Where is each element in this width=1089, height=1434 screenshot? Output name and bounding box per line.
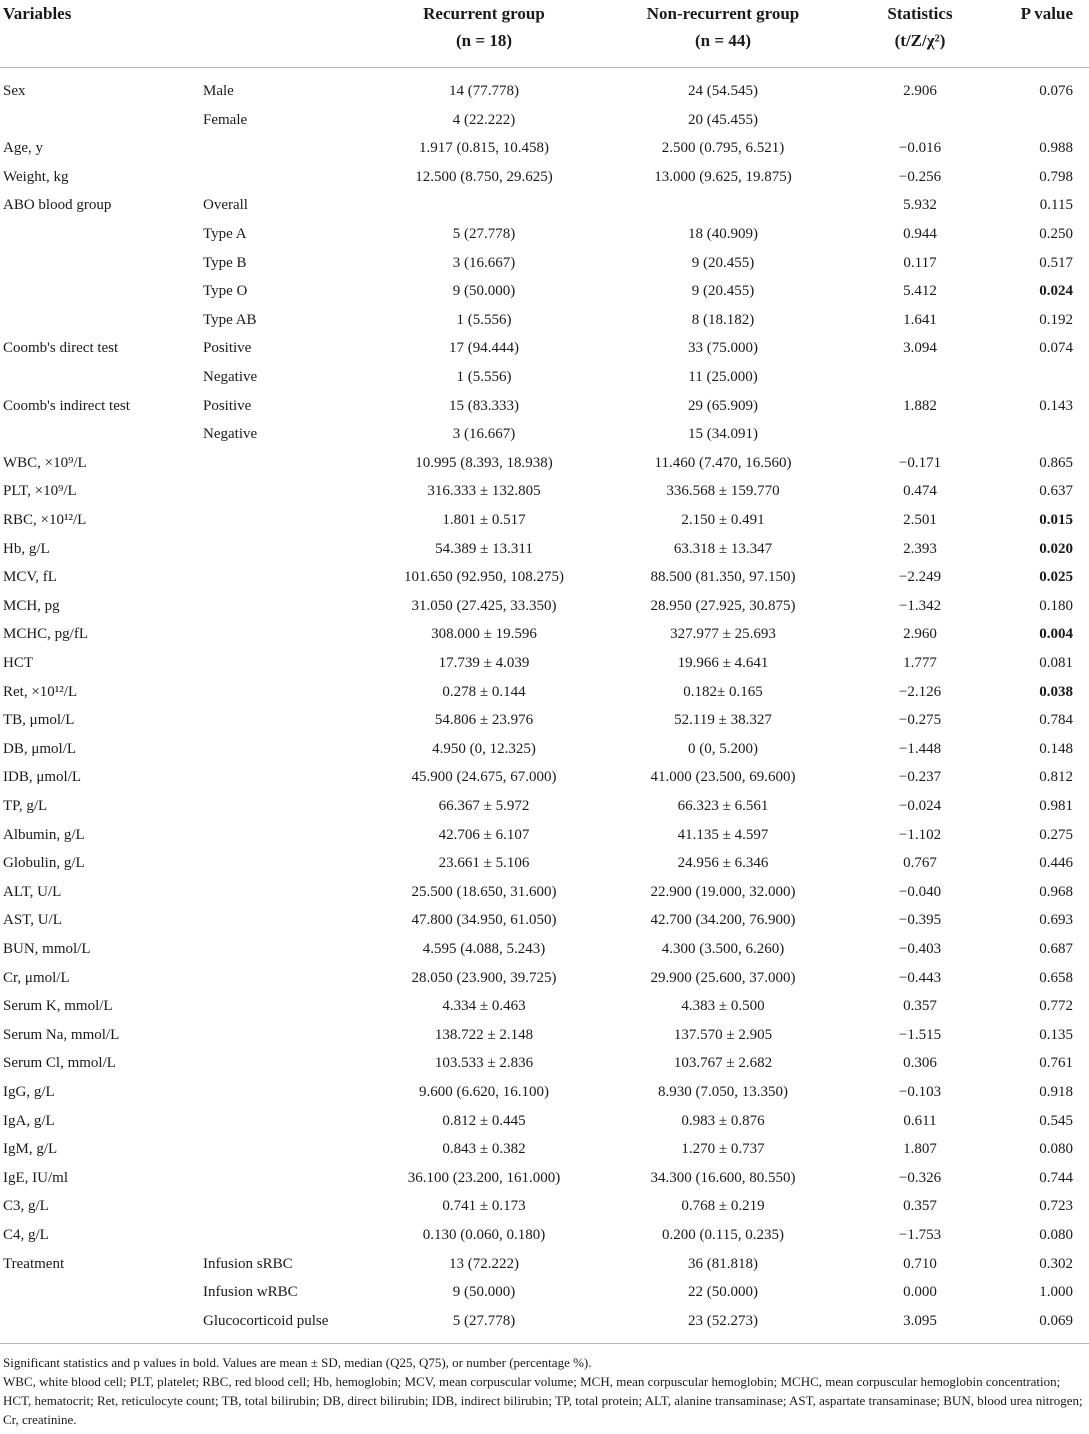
cell-nonrecurrent: 2.500 (0.795, 6.521) bbox=[661, 140, 785, 157]
cell-subcategory: Positive bbox=[203, 340, 252, 357]
header-recurrent-n: (n = 18) bbox=[456, 31, 512, 50]
cell-recurrent: 308.000 ± 19.596 bbox=[431, 626, 537, 643]
table-row bbox=[0, 392, 1089, 421]
cell-recurrent: 3 (16.667) bbox=[452, 254, 516, 271]
table-row bbox=[0, 792, 1089, 821]
cell-statistic: −0.403 bbox=[898, 941, 942, 957]
cell-nonrecurrent: 1.270 ± 0.737 bbox=[681, 1141, 765, 1158]
cell-recurrent: 103.533 ± 2.836 bbox=[434, 1055, 534, 1072]
cell-recurrent: 28.050 (23.900, 39.725) bbox=[411, 969, 557, 986]
cell-nonrecurrent: 19.966 ± 4.641 bbox=[677, 655, 769, 671]
cell-nonrecurrent: 0 (0, 5.200) bbox=[688, 740, 758, 757]
cell-statistic: −2.126 bbox=[898, 683, 942, 700]
cell-recurrent: 14 (77.778) bbox=[449, 83, 519, 99]
cell-nonrecurrent: 9 (20.455) bbox=[691, 283, 755, 300]
header-divider bbox=[0, 67, 1089, 68]
cell-variable: TP, g/L bbox=[3, 798, 48, 814]
cell-subcategory: Positive bbox=[203, 397, 252, 414]
table-row bbox=[0, 163, 1089, 192]
table-row bbox=[0, 191, 1089, 220]
cell-pvalue: 0.981 bbox=[1039, 798, 1073, 814]
table-row bbox=[0, 334, 1089, 363]
cell-pvalue: 0.250 bbox=[1039, 226, 1073, 242]
table-row bbox=[0, 992, 1089, 1021]
cell-subcategory: Infusion sRBC bbox=[203, 1255, 293, 1272]
cell-nonrecurrent: 13.000 (9.625, 19.875) bbox=[654, 168, 792, 185]
cell-subcategory: Type O bbox=[203, 283, 248, 300]
cell-statistic: −0.395 bbox=[898, 912, 942, 929]
cell-nonrecurrent: 36 (81.818) bbox=[688, 1255, 758, 1272]
table-row bbox=[0, 964, 1089, 993]
cell-variable: Albumin, g/L bbox=[3, 826, 85, 843]
cell-subcategory: Type A bbox=[203, 226, 247, 242]
cell-recurrent: 1 (5.556) bbox=[456, 369, 512, 385]
cell-variable: MCV, fL bbox=[3, 569, 57, 586]
cell-statistic: 1.882 bbox=[903, 397, 937, 414]
cell-nonrecurrent: 137.570 ± 2.905 bbox=[673, 1026, 773, 1043]
cell-variable: Age, y bbox=[3, 140, 43, 157]
cell-nonrecurrent: 33 (75.000) bbox=[688, 340, 758, 357]
cell-recurrent: 5 (27.778) bbox=[452, 1312, 516, 1329]
cell-pvalue: 0.148 bbox=[1039, 740, 1073, 757]
cell-variable: AST, U/L bbox=[3, 912, 62, 929]
cell-recurrent: 25.500 (18.650, 31.600) bbox=[411, 883, 557, 900]
table-row bbox=[0, 1135, 1089, 1164]
cell-statistic: 1.777 bbox=[903, 655, 937, 671]
cell-pvalue: 0.723 bbox=[1039, 1198, 1073, 1215]
cell-pvalue: 0.658 bbox=[1039, 969, 1073, 986]
cell-nonrecurrent: 4.300 (3.500, 6.260) bbox=[661, 941, 785, 957]
cell-nonrecurrent: 8 (18.182) bbox=[691, 311, 755, 328]
cell-pvalue: 0.772 bbox=[1039, 998, 1073, 1015]
table-row bbox=[0, 363, 1089, 392]
table-row bbox=[0, 277, 1089, 306]
cell-recurrent: 9 (50.000) bbox=[452, 1284, 516, 1301]
cell-recurrent: 54.389 ± 13.311 bbox=[435, 540, 533, 557]
cell-pvalue: 0.275 bbox=[1039, 826, 1073, 843]
cell-subcategory: Negative bbox=[203, 426, 258, 443]
cell-nonrecurrent: 336.568 ± 159.770 bbox=[666, 483, 780, 500]
cell-variable: Cr, μmol/L bbox=[3, 969, 70, 986]
cell-recurrent: 3 (16.667) bbox=[452, 426, 516, 443]
cell-pvalue: 0.812 bbox=[1039, 769, 1073, 786]
cell-pvalue: 0.004 bbox=[1039, 626, 1073, 643]
cell-nonrecurrent: 2.150 ± 0.491 bbox=[681, 512, 765, 528]
cell-pvalue: 0.918 bbox=[1039, 1084, 1073, 1100]
cell-recurrent: 17.739 ± 4.039 bbox=[438, 655, 530, 671]
cell-variable: IgM, g/L bbox=[3, 1141, 58, 1158]
cell-recurrent: 45.900 (24.675, 67.000) bbox=[411, 769, 557, 786]
cell-pvalue: 0.302 bbox=[1039, 1255, 1073, 1272]
cell-recurrent: 1.917 (0.815, 10.458) bbox=[419, 140, 549, 157]
cell-statistic: 0.117 bbox=[903, 254, 937, 271]
cell-statistic: 5.412 bbox=[903, 283, 937, 300]
table-row bbox=[0, 735, 1089, 764]
header-nonrecurrent-n: (n = 44) bbox=[695, 31, 751, 50]
cell-nonrecurrent: 41.135 ± 4.597 bbox=[677, 826, 769, 843]
cell-nonrecurrent: 29.900 (25.600, 37.000) bbox=[650, 969, 796, 986]
cell-pvalue: 0.143 bbox=[1039, 397, 1073, 414]
cell-nonrecurrent: 8.930 (7.050, 13.350) bbox=[658, 1084, 788, 1100]
cell-pvalue: 0.025 bbox=[1039, 569, 1073, 586]
cell-nonrecurrent: 20 (45.455) bbox=[688, 111, 758, 128]
cell-recurrent: 1 (5.556) bbox=[456, 311, 512, 328]
cell-recurrent: 0.812 ± 0.445 bbox=[442, 1112, 526, 1129]
cell-recurrent: 0.843 ± 0.382 bbox=[442, 1141, 526, 1158]
cell-recurrent: 13 (72.222) bbox=[449, 1255, 519, 1272]
cell-nonrecurrent: 9 (20.455) bbox=[691, 254, 755, 271]
cell-recurrent: 42.706 ± 6.107 bbox=[438, 826, 530, 843]
footnote-abbreviations: WBC, white blood cell; PLT, platelet; RBC, red blood cell; Hb, hemoglobin; MCV, mean corpuscular volume; MCH, mean corpuscular hemoglobin; MCHC, mean corpuscular hemoglobin concentration; HCT, hematocrit; Ret, reticulocyte count; TB, total bilirubin; DB, direct bilirubin; IDB, indirect bilirubin; TP, total protein; ALT, alanine transaminase; AST, aspartate transaminase; BUN, blood urea nitrogen; Cr, creatinine. bbox=[3, 1374, 1083, 1427]
cell-recurrent: 36.100 (23.200, 161.000) bbox=[407, 1169, 561, 1186]
table-row bbox=[0, 763, 1089, 792]
cell-pvalue: 0.192 bbox=[1039, 311, 1073, 328]
cell-nonrecurrent: 52.119 ± 38.327 bbox=[674, 712, 772, 729]
cell-variable: IgG, g/L bbox=[3, 1084, 55, 1100]
cell-statistic: −0.275 bbox=[898, 712, 942, 729]
cell-pvalue: 0.080 bbox=[1039, 1227, 1073, 1243]
cell-statistic: 2.501 bbox=[903, 512, 937, 528]
cell-statistic: −1.342 bbox=[898, 597, 942, 614]
cell-nonrecurrent: 22 (50.000) bbox=[688, 1284, 758, 1301]
cell-nonrecurrent: 11.460 (7.470, 16.560) bbox=[654, 454, 792, 471]
table-row bbox=[0, 1221, 1089, 1250]
cell-nonrecurrent: 11 (25.000) bbox=[688, 369, 758, 385]
cell-variable: Weight, kg bbox=[3, 168, 69, 185]
cell-recurrent: 0.278 ± 0.144 bbox=[442, 683, 526, 700]
cell-nonrecurrent: 0.200 (0.115, 0.235) bbox=[662, 1227, 784, 1243]
table-row bbox=[0, 134, 1089, 163]
table-row bbox=[0, 1307, 1089, 1336]
cell-variable: Serum K, mmol/L bbox=[3, 998, 113, 1015]
cell-nonrecurrent: 34.300 (16.600, 80.550) bbox=[650, 1169, 796, 1186]
cell-pvalue: 0.038 bbox=[1039, 683, 1073, 700]
cell-statistic: −0.326 bbox=[898, 1169, 942, 1186]
cell-variable: DB, μmol/L bbox=[3, 740, 77, 757]
table-row bbox=[0, 1049, 1089, 1078]
table-row bbox=[0, 1250, 1089, 1279]
cell-statistic: 0.611 bbox=[903, 1112, 937, 1129]
cell-pvalue: 0.517 bbox=[1039, 254, 1073, 271]
cell-variable: Coomb's direct test bbox=[3, 340, 119, 357]
cell-recurrent: 138.722 ± 2.148 bbox=[434, 1026, 534, 1043]
cell-variable: PLT, ×10⁹/L bbox=[3, 483, 77, 500]
cell-nonrecurrent: 28.950 (27.925, 30.875) bbox=[650, 597, 796, 614]
cell-statistic: −0.040 bbox=[898, 883, 942, 900]
cell-recurrent: 23.661 ± 5.106 bbox=[438, 855, 530, 872]
cell-recurrent: 54.806 ± 23.976 bbox=[434, 712, 534, 729]
table-row bbox=[0, 1078, 1089, 1107]
cell-subcategory: Female bbox=[203, 111, 248, 128]
table-footnotes bbox=[3, 1353, 1085, 1429]
cell-nonrecurrent: 0.182± 0.165 bbox=[683, 683, 763, 700]
cell-statistic: 1.807 bbox=[903, 1141, 937, 1158]
cell-subcategory: Glucocorticoid pulse bbox=[203, 1312, 329, 1329]
table-row bbox=[0, 449, 1089, 478]
cell-statistic: 0.000 bbox=[903, 1284, 937, 1301]
cell-nonrecurrent: 88.500 (81.350, 97.150) bbox=[650, 569, 796, 586]
cell-pvalue: 0.798 bbox=[1039, 168, 1073, 185]
cell-nonrecurrent: 4.383 ± 0.500 bbox=[681, 998, 765, 1015]
cell-statistic: −2.249 bbox=[898, 569, 942, 586]
cell-variable: MCHC, pg/fL bbox=[3, 626, 89, 643]
cell-variable: RBC, ×10¹²/L bbox=[3, 512, 87, 528]
cell-subcategory: Type AB bbox=[203, 311, 257, 328]
header-pvalue: P value bbox=[1020, 4, 1073, 23]
cell-recurrent: 4.595 (4.088, 5.243) bbox=[422, 941, 546, 957]
table-row bbox=[0, 1164, 1089, 1193]
cell-pvalue: 1.000 bbox=[1039, 1284, 1073, 1301]
cell-statistic: 0.710 bbox=[903, 1255, 937, 1272]
cell-pvalue: 0.637 bbox=[1039, 483, 1073, 500]
cell-pvalue: 0.069 bbox=[1039, 1312, 1073, 1329]
cell-nonrecurrent: 0.983 ± 0.876 bbox=[681, 1112, 765, 1129]
cell-statistic: 0.306 bbox=[903, 1055, 937, 1072]
cell-variable: Treatment bbox=[3, 1255, 65, 1272]
cell-statistic: −0.443 bbox=[898, 969, 942, 986]
table-row bbox=[0, 849, 1089, 878]
cell-pvalue: 0.024 bbox=[1039, 283, 1073, 300]
cell-nonrecurrent: 29 (65.909) bbox=[688, 397, 758, 414]
cell-variable: Hb, g/L bbox=[3, 540, 50, 557]
cell-pvalue: 0.180 bbox=[1039, 597, 1073, 614]
table-row bbox=[0, 1192, 1089, 1221]
cell-recurrent: 5 (27.778) bbox=[452, 226, 516, 242]
cell-statistic: −0.024 bbox=[898, 798, 942, 814]
cell-pvalue: 0.761 bbox=[1039, 1055, 1073, 1072]
table-row bbox=[0, 506, 1089, 535]
cell-nonrecurrent: 41.000 (23.500, 69.600) bbox=[650, 769, 796, 786]
cell-nonrecurrent: 24 (54.545) bbox=[688, 83, 758, 99]
table-row bbox=[0, 678, 1089, 707]
table-row bbox=[0, 249, 1089, 278]
table-row bbox=[0, 1107, 1089, 1136]
table-row bbox=[0, 1278, 1089, 1307]
cell-statistic: −1.448 bbox=[898, 740, 942, 757]
cell-variable: IgA, g/L bbox=[3, 1112, 55, 1129]
cell-statistic: 2.393 bbox=[903, 540, 937, 557]
cell-recurrent: 9 (50.000) bbox=[452, 283, 516, 300]
table-row bbox=[0, 220, 1089, 249]
header-recurrent-label: Recurrent group bbox=[423, 4, 545, 23]
cell-pvalue: 0.074 bbox=[1039, 340, 1073, 357]
table-row bbox=[0, 821, 1089, 850]
cell-nonrecurrent: 18 (40.909) bbox=[688, 226, 758, 242]
cell-statistic: −1.102 bbox=[898, 826, 942, 843]
cell-variable: Sex bbox=[3, 83, 26, 99]
cell-statistic: 2.960 bbox=[903, 626, 937, 643]
header-statistics-label: Statistics bbox=[887, 4, 953, 23]
cell-subcategory: Negative bbox=[203, 369, 258, 385]
cell-statistic: −0.103 bbox=[898, 1084, 942, 1100]
table-row bbox=[0, 935, 1089, 964]
cell-statistic: 0.944 bbox=[903, 226, 937, 242]
cell-recurrent: 15 (83.333) bbox=[449, 397, 519, 414]
table-row bbox=[0, 106, 1089, 135]
cell-pvalue: 0.020 bbox=[1039, 540, 1073, 557]
cell-subcategory: Overall bbox=[203, 197, 248, 214]
cell-recurrent: 12.500 (8.750, 29.625) bbox=[415, 168, 553, 185]
cell-recurrent: 31.050 (27.425, 33.350) bbox=[411, 597, 557, 614]
cell-statistic: −1.515 bbox=[898, 1026, 942, 1043]
cell-recurrent: 47.800 (34.950, 61.050) bbox=[411, 912, 557, 929]
table-row bbox=[0, 535, 1089, 564]
table-row bbox=[0, 706, 1089, 735]
cell-variable: Globulin, g/L bbox=[3, 855, 85, 872]
cell-variable: MCH, pg bbox=[3, 597, 60, 614]
cell-pvalue: 0.865 bbox=[1039, 454, 1073, 471]
cell-variable: C4, g/L bbox=[3, 1227, 49, 1243]
cell-pvalue: 0.080 bbox=[1039, 1141, 1073, 1158]
table-row bbox=[0, 620, 1089, 649]
cell-pvalue: 0.115 bbox=[1039, 197, 1073, 214]
footnote-significance: Significant statistics and p values in bold. Values are mean ± SD, median (Q25, Q75), or number (percentage %). bbox=[3, 1355, 592, 1370]
cell-recurrent: 1.801 ± 0.517 bbox=[442, 512, 526, 528]
header-recurrent-group bbox=[380, 0, 588, 54]
cell-nonrecurrent: 63.318 ± 13.347 bbox=[673, 540, 773, 557]
header-nonrecurrent-group bbox=[610, 0, 836, 54]
cell-nonrecurrent: 22.900 (19.000, 32.000) bbox=[650, 883, 796, 900]
table-row bbox=[0, 77, 1089, 106]
cell-statistic: 0.357 bbox=[903, 1198, 937, 1215]
cell-nonrecurrent: 327.977 ± 25.693 bbox=[670, 626, 776, 643]
cell-recurrent: 0.741 ± 0.173 bbox=[442, 1198, 526, 1215]
table-row bbox=[0, 1021, 1089, 1050]
cell-nonrecurrent: 15 (34.091) bbox=[688, 426, 758, 443]
cell-variable: Serum Cl, mmol/L bbox=[3, 1055, 116, 1072]
cell-statistic: −0.171 bbox=[898, 454, 942, 471]
cell-variable: Coomb's indirect test bbox=[3, 397, 130, 414]
cell-variable: ALT, U/L bbox=[3, 883, 62, 900]
header-nonrecurrent-label: Non-recurrent group bbox=[646, 4, 800, 23]
table-row bbox=[0, 477, 1089, 506]
cell-pvalue: 0.988 bbox=[1039, 140, 1073, 157]
cell-pvalue: 0.135 bbox=[1039, 1026, 1073, 1043]
cell-nonrecurrent: 103.767 ± 2.682 bbox=[673, 1055, 773, 1072]
cell-subcategory: Male bbox=[203, 83, 234, 99]
cell-statistic: 0.357 bbox=[903, 998, 937, 1015]
cell-statistic: −0.016 bbox=[898, 140, 942, 157]
cell-variable: ABO blood group bbox=[3, 197, 112, 214]
cell-pvalue: 0.744 bbox=[1039, 1169, 1073, 1186]
cell-statistic: −0.237 bbox=[898, 769, 942, 786]
cell-pvalue: 0.015 bbox=[1039, 512, 1073, 528]
cell-pvalue: 0.545 bbox=[1039, 1112, 1073, 1129]
cell-pvalue: 0.784 bbox=[1039, 712, 1073, 729]
cell-pvalue: 0.076 bbox=[1039, 83, 1073, 99]
cell-statistic: −1.753 bbox=[898, 1227, 942, 1243]
table-header bbox=[0, 0, 1089, 68]
cell-recurrent: 4.950 (0, 12.325) bbox=[432, 740, 536, 757]
cell-variable: C3, g/L bbox=[3, 1198, 49, 1215]
cell-recurrent: 101.650 (92.950, 108.275) bbox=[404, 569, 564, 586]
cell-statistic: 5.932 bbox=[903, 197, 937, 214]
cell-nonrecurrent: 42.700 (34.200, 76.900) bbox=[650, 912, 796, 929]
cell-statistic: 1.641 bbox=[903, 311, 937, 328]
cell-statistic: 0.767 bbox=[903, 855, 937, 872]
cell-variable: WBC, ×10⁹/L bbox=[3, 454, 87, 471]
cell-nonrecurrent: 23 (52.273) bbox=[688, 1312, 758, 1329]
cell-recurrent: 17 (94.444) bbox=[449, 340, 519, 357]
cell-recurrent: 66.367 ± 5.972 bbox=[438, 798, 530, 814]
footer-divider bbox=[0, 1343, 1089, 1344]
header-statistics-sub: (t/Z/χ²) bbox=[894, 31, 946, 50]
table-row bbox=[0, 306, 1089, 335]
cell-pvalue: 0.081 bbox=[1039, 655, 1073, 671]
table-row bbox=[0, 878, 1089, 907]
cell-variable: Ret, ×10¹²/L bbox=[3, 683, 78, 700]
cell-variable: IDB, μmol/L bbox=[3, 769, 82, 786]
cell-recurrent: 9.600 (6.620, 16.100) bbox=[419, 1084, 549, 1100]
cell-statistic: 3.094 bbox=[903, 340, 937, 357]
cell-recurrent: 4 (22.222) bbox=[452, 111, 516, 128]
table-row bbox=[0, 649, 1089, 678]
cell-subcategory: Infusion wRBC bbox=[203, 1284, 298, 1301]
table-row bbox=[0, 592, 1089, 621]
cell-nonrecurrent: 66.323 ± 6.561 bbox=[677, 798, 769, 814]
cell-variable: HCT bbox=[3, 655, 33, 671]
cell-statistic: −0.256 bbox=[898, 168, 942, 185]
cell-variable: IgE, IU/ml bbox=[3, 1169, 68, 1186]
table-row bbox=[0, 906, 1089, 935]
cell-pvalue: 0.687 bbox=[1039, 941, 1073, 957]
cell-recurrent: 10.995 (8.393, 18.938) bbox=[415, 454, 553, 471]
header-variables: Variables bbox=[3, 4, 72, 23]
cell-statistic: 2.906 bbox=[903, 83, 937, 99]
cell-nonrecurrent: 0.768 ± 0.219 bbox=[681, 1198, 765, 1215]
cell-statistic: 0.474 bbox=[903, 483, 937, 500]
table-row bbox=[0, 420, 1089, 449]
cell-pvalue: 0.968 bbox=[1039, 883, 1073, 900]
cell-subcategory: Type B bbox=[203, 254, 247, 271]
cell-recurrent: 4.334 ± 0.463 bbox=[442, 998, 526, 1015]
cell-nonrecurrent: 24.956 ± 6.346 bbox=[677, 855, 769, 872]
cell-recurrent: 316.333 ± 132.805 bbox=[427, 483, 541, 500]
cell-pvalue: 0.446 bbox=[1039, 855, 1073, 872]
table-row bbox=[0, 563, 1089, 592]
cell-statistic: 3.095 bbox=[903, 1312, 937, 1329]
cell-recurrent: 0.130 (0.060, 0.180) bbox=[422, 1227, 546, 1243]
header-statistics bbox=[858, 0, 982, 54]
cell-pvalue: 0.693 bbox=[1039, 912, 1073, 929]
cell-variable: BUN, mmol/L bbox=[3, 941, 91, 957]
cell-variable: Serum Na, mmol/L bbox=[3, 1026, 120, 1043]
cell-variable: TB, μmol/L bbox=[3, 712, 75, 729]
